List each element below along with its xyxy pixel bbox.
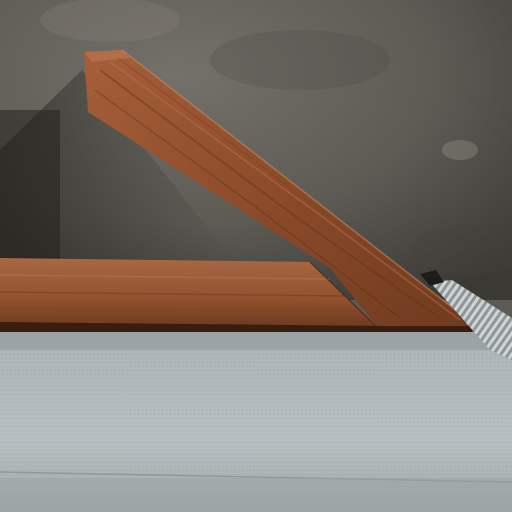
fabric-top-shadow bbox=[0, 332, 512, 350]
concrete-spot bbox=[40, 0, 180, 42]
concrete-spot bbox=[210, 30, 390, 90]
concrete-spot bbox=[442, 140, 478, 160]
fabric-lower-band bbox=[0, 478, 512, 512]
left-edge-shadow bbox=[0, 110, 60, 260]
